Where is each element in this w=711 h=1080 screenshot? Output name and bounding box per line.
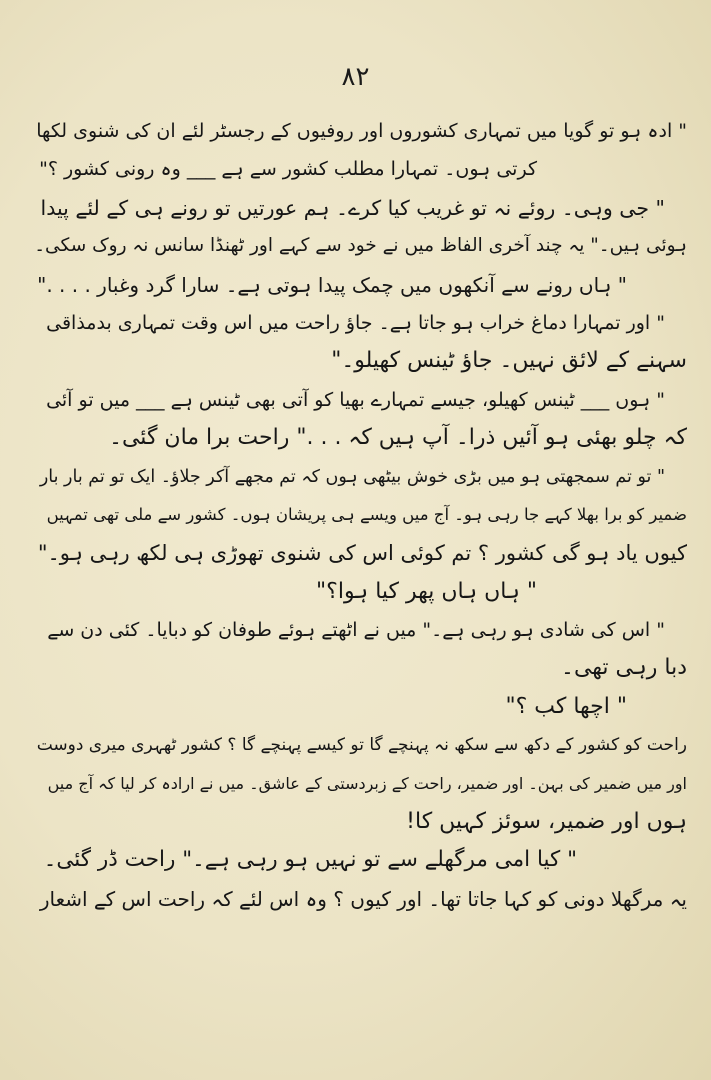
text-line: کیوں یاد ہو گی کشور ؟ تم کوئی اس کی شنوی تھوڑی ہی لکھ رہی ہو۔" (37, 541, 687, 566)
text-line: " ادہ ہو تو گویا میں تمہاری کشوروں اور روفیوں کے رجسٹر لئے ان کی شنوی لکھا (36, 120, 687, 142)
text-line: ہوں اور ضمیر، سوئز کہیں کا! (406, 809, 687, 835)
text-line: ہوئی ہیں۔" یہ چند آخری الفاظ میں نے خود سے کہے اور ٹھنڈا سانس نہ روک سکی۔ (34, 235, 687, 257)
text-line: ضمیر کو برا بھلا کہے جا رہی ہو۔ آج میں ویسے ہی پریشان ہوں۔ کشور سے ملی تھی تمہیں (46, 504, 687, 524)
body-text (32, 112, 687, 918)
text-line: راحت کو کشور کے دکھ سے سکھ نہ پہنچے گا تو کیسے پہنچے گا ؟ کشور ٹھہری میری دوست (36, 735, 687, 756)
text-line: دبا رہی تھی۔ (561, 655, 687, 681)
text-line: یہ مرگھلا دونی کو کہا جاتا تھا۔ اور کیوں ؟ وہ اس لئے کہ راحت اس کے اشعار (39, 886, 687, 911)
text-line: " اچھا کب ؟" (505, 693, 627, 719)
text-line: " ہاں رونے سے آنکھوں میں چمک پیدا ہوتی ہے۔ سارا گرد وغبار . . . ." (37, 272, 627, 297)
text-line: سہنے کے لائق نہیں۔ جاؤ ٹینس کھیلو۔" (331, 348, 687, 374)
text-line: " اور تمہارا دماغ خراب ہو جاتا ہے۔ جاؤ راحت میں اس وقت تمہاری بدمذاقی (46, 311, 665, 334)
text-line: " ہاں ہاں پھر کیا ہوا؟" (316, 578, 537, 604)
text-line: کہ چلو بھئی ہو آئیں ذرا۔ آپ ہیں کہ . . ." راحت برا مان گئی۔ (109, 425, 687, 451)
text-line: " جی وہی۔ روئے نہ تو غریب کیا کرے۔ ہم عورتیں تو رونے ہی کے لئے پیدا (40, 195, 665, 220)
text-line: " کیا امی مرگھلے سے تو نہیں ہو رہی ہے۔" راحت ڈر گئی۔ (43, 847, 577, 873)
text-line: کرتی ہوں۔ تمہارا مطلب کشور سے ہے ___ وہ رونی کشور ؟" (39, 158, 537, 181)
text-line: " تو تم سمجھتی ہو میں بڑی خوش بیٹھی ہوں کہ تم مجھے آکر جلاؤ۔ ایک تو تم بار بار (39, 466, 665, 487)
page-number: ۸۲ (341, 62, 370, 92)
text-line: اور میں ضمیر کی بہن۔ اور ضمیر، راحت کے زبردستی کے عاشق۔ میں نے ارادہ کر لیا کہ آج میں (47, 773, 687, 793)
text-line: " اس کی شادی ہو رہی ہے۔" میں نے اٹھتے ہوئے طوفان کو دبایا۔ کئی دن سے (47, 619, 665, 642)
text-line: " ہوں ___ ٹینس کھیلو، جیسے تمہارے بھیا کو آتی بھی ٹینس ہے ___ میں تو آئی (46, 388, 665, 411)
